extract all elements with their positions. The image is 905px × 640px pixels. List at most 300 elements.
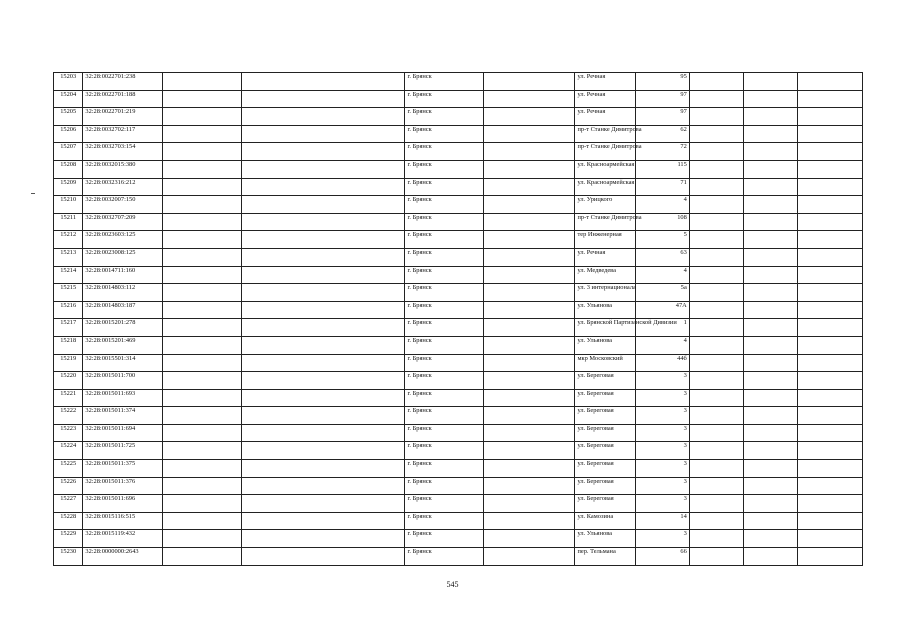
record-number-cell: 15213	[54, 248, 83, 266]
cadastral-number-cell: 32:28:0032015:380	[83, 160, 163, 178]
empty-cell	[689, 389, 744, 407]
cadastral-number-cell: 32:28:0023008:125	[83, 248, 163, 266]
empty-cell	[484, 178, 575, 196]
empty-cell	[484, 336, 575, 354]
empty-cell	[163, 407, 242, 425]
city-cell: г. Брянск	[405, 178, 484, 196]
empty-cell	[797, 231, 862, 249]
cadastral-number-cell: 32:28:0015011:374	[83, 407, 163, 425]
city-cell: г. Брянск	[405, 125, 484, 143]
empty-cell	[241, 125, 405, 143]
empty-cell	[797, 530, 862, 548]
house-number-cell: 3	[636, 442, 690, 460]
street-cell: ул. Береговая	[575, 372, 636, 390]
empty-cell	[689, 336, 744, 354]
cadastral-number-cell: 32:28:0015011:696	[83, 495, 163, 513]
street-cell: ул. Береговая	[575, 389, 636, 407]
empty-cell	[241, 354, 405, 372]
empty-cell	[241, 530, 405, 548]
city-cell: г. Брянск	[405, 90, 484, 108]
empty-cell	[163, 389, 242, 407]
table-row	[54, 90, 863, 108]
house-number-cell: 3	[636, 389, 690, 407]
table-row	[54, 495, 863, 513]
empty-cell	[241, 248, 405, 266]
empty-cell	[163, 196, 242, 214]
cadastral-number-cell: 32:28:0032703:154	[83, 143, 163, 161]
street-cell: ул. Речная	[575, 108, 636, 126]
empty-cell	[163, 160, 242, 178]
cadastral-number-cell: 32:28:0000000:2643	[83, 548, 163, 566]
street-cell: ул. Ульянова	[575, 530, 636, 548]
empty-cell	[241, 160, 405, 178]
empty-cell	[689, 372, 744, 390]
empty-cell	[484, 424, 575, 442]
street-cell: ул. Красноармейская	[575, 178, 636, 196]
empty-cell	[744, 90, 798, 108]
table-row	[54, 548, 863, 566]
record-number-cell: 15218	[54, 336, 83, 354]
empty-cell	[484, 73, 575, 91]
empty-cell	[797, 90, 862, 108]
empty-cell	[689, 213, 744, 231]
house-number-cell: 3	[636, 477, 690, 495]
empty-cell	[484, 530, 575, 548]
empty-cell	[797, 319, 862, 337]
empty-cell	[241, 231, 405, 249]
empty-cell	[797, 336, 862, 354]
empty-cell	[484, 495, 575, 513]
property-registry-table	[53, 72, 863, 566]
house-number-cell: 5	[636, 231, 690, 249]
empty-cell	[163, 213, 242, 231]
empty-cell	[484, 125, 575, 143]
house-number-cell: 4	[636, 266, 690, 284]
cadastral-number-cell: 32:28:0032316:212	[83, 178, 163, 196]
empty-cell	[163, 319, 242, 337]
empty-cell	[797, 372, 862, 390]
empty-cell	[689, 407, 744, 425]
empty-cell	[689, 73, 744, 91]
house-number-cell: 95	[636, 73, 690, 91]
empty-cell	[163, 90, 242, 108]
empty-cell	[484, 266, 575, 284]
empty-cell	[163, 248, 242, 266]
table-row	[54, 266, 863, 284]
record-number-cell: 15203	[54, 73, 83, 91]
empty-cell	[484, 143, 575, 161]
empty-cell	[744, 407, 798, 425]
city-cell: г. Брянск	[405, 477, 484, 495]
empty-cell	[689, 460, 744, 478]
empty-cell	[241, 336, 405, 354]
empty-cell	[484, 354, 575, 372]
house-number-cell: 115	[636, 160, 690, 178]
street-cell: ул. Речная	[575, 73, 636, 91]
empty-cell	[797, 442, 862, 460]
table-row	[54, 73, 863, 91]
record-number-cell: 15210	[54, 196, 83, 214]
house-number-cell: 3	[636, 530, 690, 548]
empty-cell	[163, 336, 242, 354]
empty-cell	[484, 284, 575, 302]
table-row	[54, 284, 863, 302]
table-row	[54, 460, 863, 478]
empty-cell	[797, 143, 862, 161]
empty-cell	[797, 213, 862, 231]
house-number-cell: 14	[636, 512, 690, 530]
street-cell: ул. Береговая	[575, 495, 636, 513]
street-cell: ул. Береговая	[575, 442, 636, 460]
empty-cell	[744, 301, 798, 319]
cadastral-number-cell: 32:28:0014803:112	[83, 284, 163, 302]
empty-cell	[484, 407, 575, 425]
house-number-cell: 5а	[636, 284, 690, 302]
empty-cell	[689, 424, 744, 442]
empty-cell	[689, 90, 744, 108]
empty-cell	[484, 90, 575, 108]
empty-cell	[163, 372, 242, 390]
empty-cell	[484, 213, 575, 231]
page-number: 545	[446, 580, 459, 589]
empty-cell	[689, 160, 744, 178]
street-cell: ул. Речная	[575, 248, 636, 266]
empty-cell	[163, 512, 242, 530]
house-number-cell: 4	[636, 196, 690, 214]
cadastral-number-cell: 32:28:0014803:187	[83, 301, 163, 319]
city-cell: г. Брянск	[405, 284, 484, 302]
empty-cell	[797, 407, 862, 425]
empty-cell	[744, 477, 798, 495]
record-number-cell: 15211	[54, 213, 83, 231]
empty-cell	[241, 407, 405, 425]
city-cell: г. Брянск	[405, 548, 484, 566]
table-row	[54, 196, 863, 214]
empty-cell	[241, 424, 405, 442]
city-cell: г. Брянск	[405, 143, 484, 161]
table-row	[54, 424, 863, 442]
house-number-cell: 63	[636, 248, 690, 266]
empty-cell	[484, 460, 575, 478]
record-number-cell: 15214	[54, 266, 83, 284]
empty-cell	[689, 284, 744, 302]
empty-cell	[163, 143, 242, 161]
empty-cell	[241, 319, 405, 337]
house-number-cell: 97	[636, 108, 690, 126]
city-cell: г. Брянск	[405, 301, 484, 319]
house-number-cell: 44б	[636, 354, 690, 372]
empty-cell	[744, 336, 798, 354]
empty-cell	[744, 354, 798, 372]
city-cell: г. Брянск	[405, 213, 484, 231]
house-number-cell: 3	[636, 460, 690, 478]
street-cell: тер Инженерная	[575, 231, 636, 249]
city-cell: г. Брянск	[405, 460, 484, 478]
house-number-cell: 3	[636, 495, 690, 513]
empty-cell	[797, 196, 862, 214]
empty-cell	[744, 284, 798, 302]
street-cell: ул. Береговая	[575, 424, 636, 442]
empty-cell	[163, 354, 242, 372]
empty-cell	[744, 160, 798, 178]
empty-cell	[484, 319, 575, 337]
city-cell: г. Брянск	[405, 407, 484, 425]
table-row	[54, 160, 863, 178]
empty-cell	[689, 512, 744, 530]
city-cell: г. Брянск	[405, 160, 484, 178]
empty-cell	[484, 301, 575, 319]
house-number-cell: 97	[636, 90, 690, 108]
empty-cell	[689, 354, 744, 372]
empty-cell	[744, 424, 798, 442]
empty-cell	[689, 108, 744, 126]
table-row	[54, 125, 863, 143]
empty-cell	[744, 319, 798, 337]
empty-cell	[241, 284, 405, 302]
city-cell: г. Брянск	[405, 442, 484, 460]
empty-cell	[484, 548, 575, 566]
empty-cell	[163, 231, 242, 249]
empty-cell	[689, 530, 744, 548]
empty-cell	[744, 178, 798, 196]
city-cell: г. Брянск	[405, 196, 484, 214]
record-number-cell: 15216	[54, 301, 83, 319]
record-number-cell: 15208	[54, 160, 83, 178]
empty-cell	[744, 266, 798, 284]
table-row	[54, 530, 863, 548]
street-cell: ул. 3 интернационала	[575, 284, 636, 302]
empty-cell	[744, 125, 798, 143]
empty-cell	[797, 354, 862, 372]
table-row	[54, 407, 863, 425]
table-row	[54, 248, 863, 266]
empty-cell	[797, 108, 862, 126]
empty-cell	[797, 73, 862, 91]
empty-cell	[241, 495, 405, 513]
cadastral-number-cell: 32:28:0015011:376	[83, 477, 163, 495]
empty-cell	[744, 389, 798, 407]
empty-cell	[744, 213, 798, 231]
empty-cell	[484, 108, 575, 126]
empty-cell	[689, 442, 744, 460]
street-cell: пер. Тельмана	[575, 548, 636, 566]
city-cell: г. Брянск	[405, 354, 484, 372]
empty-cell	[797, 477, 862, 495]
table-row	[54, 389, 863, 407]
street-cell: ул. Камозина	[575, 512, 636, 530]
empty-cell	[163, 495, 242, 513]
empty-cell	[163, 284, 242, 302]
city-cell: г. Брянск	[405, 336, 484, 354]
empty-cell	[689, 196, 744, 214]
record-number-cell: 15220	[54, 372, 83, 390]
city-cell: г. Брянск	[405, 266, 484, 284]
cadastral-number-cell: 32:28:0014711:160	[83, 266, 163, 284]
empty-cell	[163, 530, 242, 548]
street-cell: пр-т Станке Димитрова	[575, 143, 636, 161]
empty-cell	[241, 389, 405, 407]
empty-cell	[797, 424, 862, 442]
record-number-cell: 15204	[54, 90, 83, 108]
empty-cell	[241, 143, 405, 161]
record-number-cell: 15221	[54, 389, 83, 407]
empty-cell	[484, 442, 575, 460]
empty-cell	[484, 372, 575, 390]
table-row	[54, 372, 863, 390]
city-cell: г. Брянск	[405, 319, 484, 337]
empty-cell	[163, 73, 242, 91]
empty-cell	[484, 248, 575, 266]
empty-cell	[689, 301, 744, 319]
record-number-cell: 15222	[54, 407, 83, 425]
city-cell: г. Брянск	[405, 495, 484, 513]
empty-cell	[163, 477, 242, 495]
empty-cell	[689, 266, 744, 284]
empty-cell	[241, 178, 405, 196]
street-cell: ул. Урицкого	[575, 196, 636, 214]
table-row	[54, 143, 863, 161]
empty-cell	[689, 125, 744, 143]
empty-cell	[163, 301, 242, 319]
street-cell: ул. Медведева	[575, 266, 636, 284]
house-number-cell: 108	[636, 213, 690, 231]
table-row	[54, 442, 863, 460]
empty-cell	[484, 160, 575, 178]
empty-cell	[744, 73, 798, 91]
street-cell: ул. Береговая	[575, 407, 636, 425]
city-cell: г. Брянск	[405, 248, 484, 266]
empty-cell	[689, 178, 744, 196]
house-number-cell: 3	[636, 372, 690, 390]
empty-cell	[484, 196, 575, 214]
table-row	[54, 231, 863, 249]
empty-cell	[241, 213, 405, 231]
empty-cell	[797, 512, 862, 530]
house-number-cell: 71	[636, 178, 690, 196]
cadastral-number-cell: 32:28:0015201:278	[83, 319, 163, 337]
house-number-cell: 4	[636, 336, 690, 354]
record-number-cell: 15217	[54, 319, 83, 337]
empty-cell	[744, 372, 798, 390]
cadastral-number-cell: 32:28:0023603:125	[83, 231, 163, 249]
empty-cell	[163, 460, 242, 478]
empty-cell	[797, 160, 862, 178]
table-row	[54, 108, 863, 126]
empty-cell	[744, 530, 798, 548]
city-cell: г. Брянск	[405, 389, 484, 407]
cadastral-number-cell: 32:28:0022701:238	[83, 73, 163, 91]
empty-cell	[163, 178, 242, 196]
city-cell: г. Брянск	[405, 530, 484, 548]
house-number-cell: 3	[636, 407, 690, 425]
record-number-cell: 15215	[54, 284, 83, 302]
empty-cell	[797, 495, 862, 513]
street-cell: ул. Ульянова	[575, 301, 636, 319]
record-number-cell: 15212	[54, 231, 83, 249]
city-cell: г. Брянск	[405, 73, 484, 91]
record-number-cell: 15207	[54, 143, 83, 161]
street-cell: ул. Красноармейская	[575, 160, 636, 178]
empty-cell	[689, 143, 744, 161]
registry-table-body	[54, 73, 863, 566]
record-number-cell: 15230	[54, 548, 83, 566]
record-number-cell: 15219	[54, 354, 83, 372]
cadastral-number-cell: 32:28:0032707:209	[83, 213, 163, 231]
cadastral-number-cell: 32:28:0032007:150	[83, 196, 163, 214]
empty-cell	[163, 266, 242, 284]
record-number-cell: 15206	[54, 125, 83, 143]
empty-cell	[689, 477, 744, 495]
cadastral-number-cell: 32:28:0015011:375	[83, 460, 163, 478]
empty-cell	[689, 248, 744, 266]
empty-cell	[484, 231, 575, 249]
house-number-cell: 47А	[636, 301, 690, 319]
empty-cell	[689, 495, 744, 513]
house-number-cell: 1	[636, 319, 690, 337]
empty-cell	[163, 548, 242, 566]
empty-cell	[163, 125, 242, 143]
empty-cell	[797, 284, 862, 302]
record-number-cell: 15225	[54, 460, 83, 478]
empty-cell	[744, 231, 798, 249]
record-number-cell: 15227	[54, 495, 83, 513]
empty-cell	[689, 319, 744, 337]
empty-cell	[163, 108, 242, 126]
cadastral-number-cell: 32:28:0015501:314	[83, 354, 163, 372]
empty-cell	[163, 442, 242, 460]
empty-cell	[744, 460, 798, 478]
empty-cell	[744, 495, 798, 513]
cadastral-number-cell: 32:28:0015011:693	[83, 389, 163, 407]
cadastral-number-cell: 32:28:0015011:694	[83, 424, 163, 442]
record-number-cell: 15205	[54, 108, 83, 126]
empty-cell	[744, 196, 798, 214]
cadastral-number-cell: 32:28:0032702:117	[83, 125, 163, 143]
record-number-cell: 15224	[54, 442, 83, 460]
empty-cell	[241, 372, 405, 390]
empty-cell	[744, 512, 798, 530]
city-cell: г. Брянск	[405, 424, 484, 442]
cadastral-number-cell: 32:28:0022701:219	[83, 108, 163, 126]
street-cell: ул. Брянской Партизанской Дивизии	[575, 319, 636, 337]
table-row	[54, 178, 863, 196]
street-cell: ул. Береговая	[575, 460, 636, 478]
record-number-cell: 15229	[54, 530, 83, 548]
empty-cell	[241, 90, 405, 108]
empty-cell	[744, 108, 798, 126]
house-number-cell: 72	[636, 143, 690, 161]
table-row	[54, 319, 863, 337]
empty-cell	[241, 301, 405, 319]
street-cell: пр-т Станке Димитрова	[575, 125, 636, 143]
empty-cell	[797, 125, 862, 143]
street-cell: мкр Московский	[575, 354, 636, 372]
street-cell: ул. Береговая	[575, 477, 636, 495]
empty-cell	[163, 424, 242, 442]
city-cell: г. Брянск	[405, 231, 484, 249]
cadastral-number-cell: 32:28:0022701:188	[83, 90, 163, 108]
cadastral-number-cell: 32:28:0015201:469	[83, 336, 163, 354]
city-cell: г. Брянск	[405, 512, 484, 530]
empty-cell	[797, 548, 862, 566]
empty-cell	[241, 477, 405, 495]
cadastral-number-cell: 32:28:0015011:725	[83, 442, 163, 460]
house-number-cell: 66	[636, 548, 690, 566]
table-row	[54, 477, 863, 495]
empty-cell	[744, 143, 798, 161]
table-row	[54, 213, 863, 231]
record-number-cell: 15228	[54, 512, 83, 530]
